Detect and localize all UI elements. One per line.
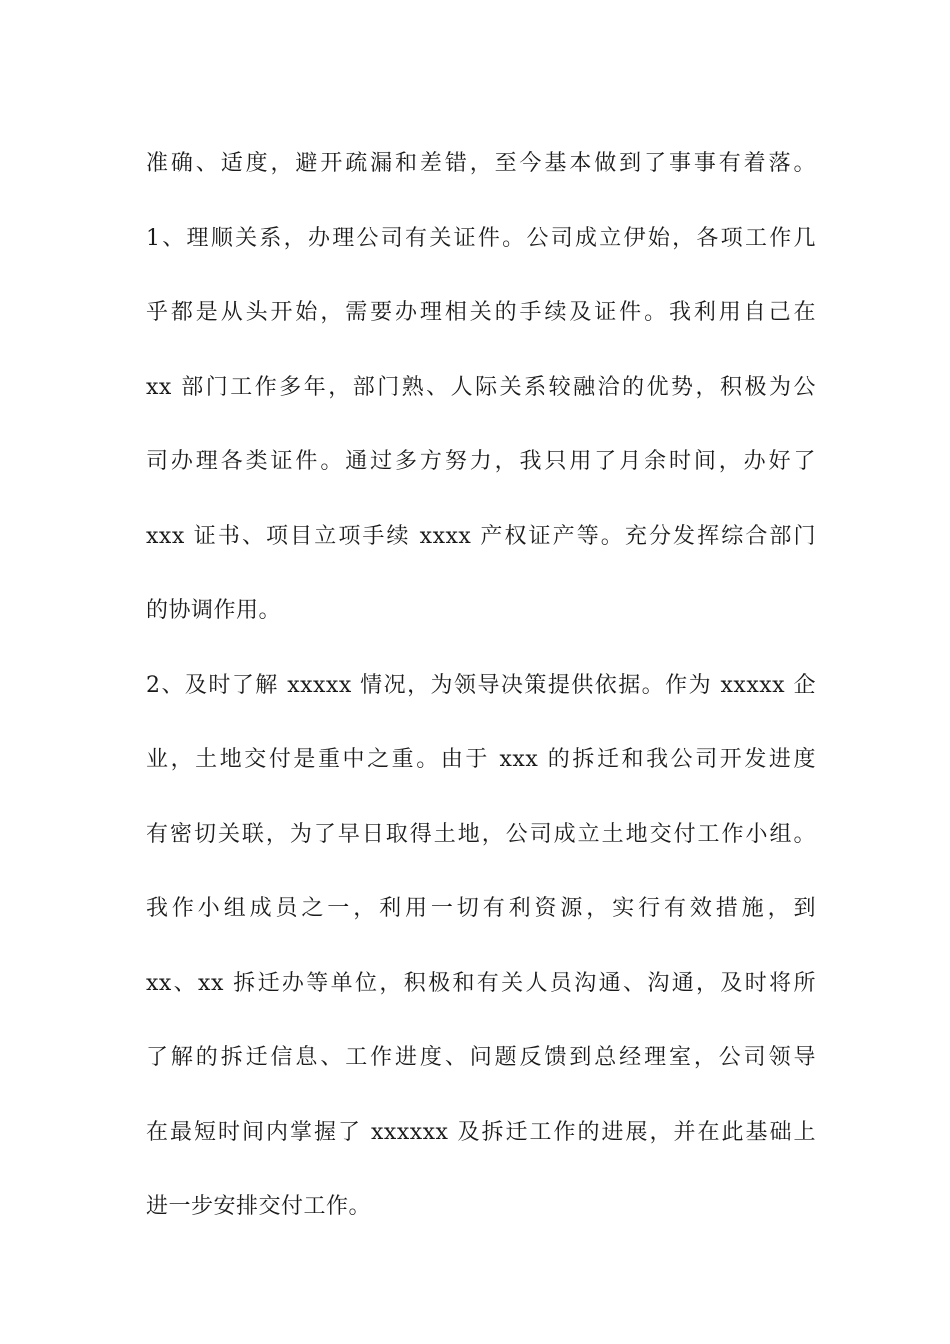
- text-line: 了解的拆迁信息、工作进度、问题反馈到总经理室，公司领导: [146, 1045, 816, 1070]
- text-line: 司办理各类证件。通过多方努力，我只用了月余时间，办好了: [146, 449, 816, 474]
- text-line: xxx 证书、项目立项手续 xxxx 产权证产等。充分发挥综合部门: [146, 523, 816, 549]
- text-line: 进一步安排交付工作。: [146, 1194, 372, 1219]
- text-line: 在最短时间内掌握了 xxxxxx 及拆迁工作的进展，并在此基础上: [146, 1119, 816, 1145]
- text-line: 的协调作用。: [146, 598, 282, 623]
- text-line: 我作小组成员之一，利用一切有利资源，实行有效措施，到: [146, 896, 816, 921]
- text-line: xx、xx 拆迁办等单位，积极和有关人员沟通、沟通，及时将所: [146, 970, 816, 996]
- text-line: 有密切关联，为了早日取得土地，公司成立土地交付工作小组。: [146, 821, 816, 847]
- text-line: 业，土地交付是重中之重。由于 xxx 的拆迁和我公司开发进度: [146, 747, 816, 772]
- body-text: [146, 127, 816, 1245]
- text-line: 1、理顺关系，办理公司有关证件。公司成立伊始，各项工作几: [146, 225, 816, 251]
- text-line: xx 部门工作多年，部门熟、人际关系较融洽的优势，积极为公: [146, 374, 816, 400]
- text-line: 准确、适度，避开疏漏和差错，至今基本做到了事事有着落。: [146, 151, 816, 176]
- text-line: 2、及时了解 xxxxx 情况，为领导决策提供依据。作为 xxxxx 企: [146, 672, 816, 698]
- text-line: 乎都是从头开始，需要办理相关的手续及证件。我利用自己在: [146, 300, 816, 325]
